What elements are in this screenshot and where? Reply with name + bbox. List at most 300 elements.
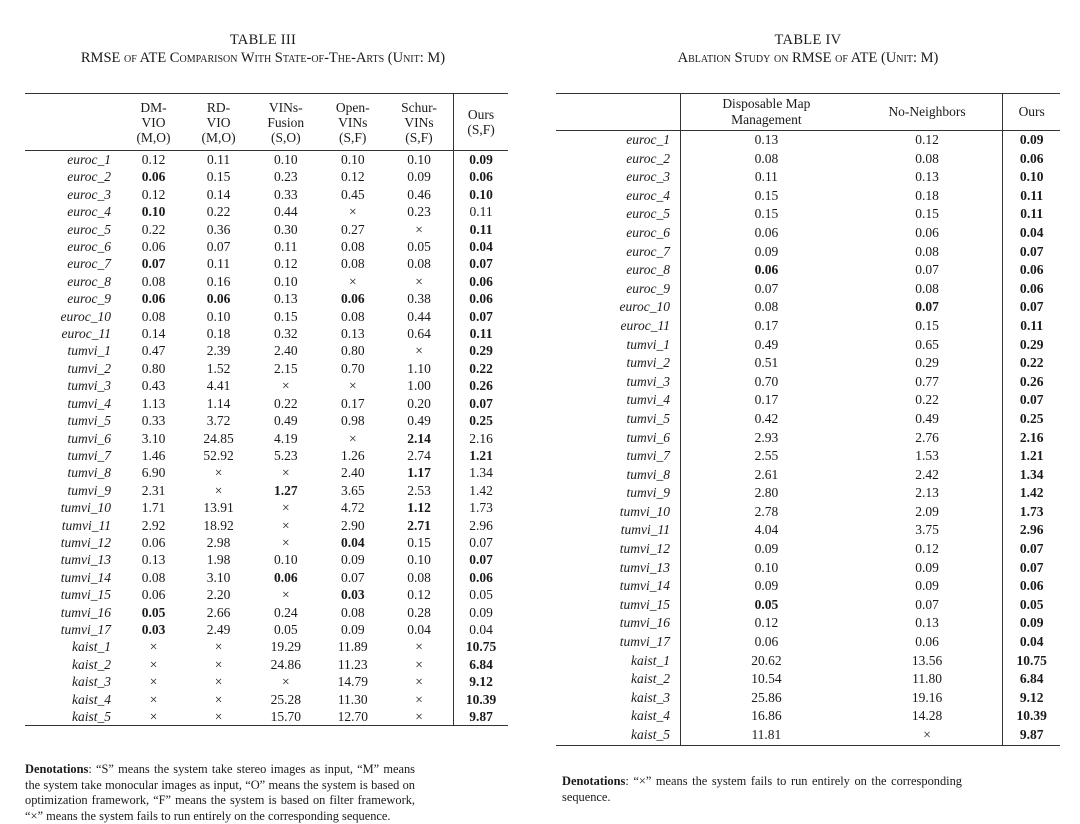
- table-cell: 0.49: [273, 413, 298, 429]
- table-cell: 0.13: [340, 326, 365, 342]
- table-cell: 0.09: [454, 151, 508, 169]
- table-cell: 6.90: [141, 465, 166, 481]
- table-cell: 1.00: [407, 378, 431, 394]
- sequence-name: tumvi_9: [67, 482, 111, 498]
- table-cell: 0.06: [915, 224, 939, 240]
- table-row: [25, 499, 508, 516]
- sequence-name: tumvi_16: [60, 604, 111, 620]
- table-cell: 0.09: [754, 578, 779, 594]
- table-cell: 0.09: [1003, 131, 1060, 150]
- sequence-name: kaist_2: [556, 670, 681, 689]
- table-cell: 2.80: [754, 485, 779, 501]
- table-cell: 1.21: [1003, 447, 1060, 466]
- table-cell: 0.06: [454, 569, 508, 586]
- table-cell: 18.92: [203, 517, 234, 533]
- table-row: [25, 168, 508, 185]
- sequence-name: euroc_6: [556, 224, 681, 243]
- table-cell: 0.51: [754, 355, 779, 371]
- table-cell: 13.91: [203, 500, 234, 516]
- table-cell: ×: [415, 656, 423, 672]
- table-cell: 24.85: [203, 430, 234, 446]
- table-cell: 0.09: [454, 604, 508, 621]
- column-header-line: (S,F): [339, 129, 367, 145]
- denotations-note: [25, 762, 415, 824]
- table-cell: 0.06: [206, 291, 231, 307]
- table-cell: 0.15: [273, 308, 298, 324]
- table-row: [25, 308, 508, 325]
- table-row: [556, 726, 1060, 745]
- column-header-line: VIO: [206, 114, 231, 130]
- table-cell: 2.96: [454, 517, 508, 534]
- note-label: Denotations: [25, 762, 89, 776]
- table-cell: 0.04: [454, 621, 508, 638]
- table-cell: 0.10: [141, 204, 166, 220]
- table-cell: 0.12: [407, 587, 431, 603]
- table-cell: 0.08: [754, 150, 779, 166]
- table-row: [556, 540, 1060, 559]
- table-cell: 0.10: [206, 308, 231, 324]
- table-cell: 0.07: [1003, 243, 1060, 262]
- table-cell: ×: [281, 674, 290, 690]
- sequence-name: tumvi_14: [556, 577, 681, 596]
- table-cell: 20.62: [751, 652, 782, 668]
- table-cell: 2.55: [754, 448, 779, 464]
- table-cell: 2.49: [206, 621, 231, 637]
- table-row: [556, 596, 1060, 615]
- table-cell: 0.09: [407, 169, 431, 185]
- table-cell: 2.92: [141, 517, 166, 533]
- note-text: : “×” means the system fails to run entirely on the corresponding sequence.: [562, 774, 962, 804]
- sequence-name: euroc_10: [60, 308, 111, 324]
- table-cell: 1.42: [1003, 484, 1060, 503]
- sequence-name: tumvi_10: [60, 500, 111, 516]
- table-cell: ×: [214, 482, 223, 498]
- table-cell: 1.53: [915, 448, 939, 464]
- table-cell: 0.09: [1003, 614, 1060, 633]
- table-cell: 0.06: [1003, 280, 1060, 299]
- column-header-line: Open-: [335, 99, 370, 115]
- table-cell: 0.06: [454, 290, 508, 307]
- table-cell: 2.40: [340, 465, 365, 481]
- table-cell: 0.07: [754, 280, 779, 296]
- sequence-name: tumvi_1: [556, 336, 681, 355]
- table-cell: ×: [214, 691, 223, 707]
- table-row: [556, 707, 1060, 726]
- table-cell: ×: [415, 691, 423, 707]
- table-cell: 2.09: [915, 503, 939, 519]
- table-cell: 2.90: [340, 517, 365, 533]
- header-corner: [556, 94, 681, 131]
- table-cell: 1.27: [273, 482, 298, 498]
- table-cell: 10.75: [1003, 652, 1060, 671]
- column-header-line: (S,F): [405, 129, 433, 145]
- table-row: [556, 559, 1060, 578]
- table-cell: 0.07: [141, 256, 166, 272]
- table-cell: 0.10: [1003, 168, 1060, 187]
- sequence-name: tumvi_2: [556, 354, 681, 373]
- table-cell: 2.16: [454, 430, 508, 447]
- table-cell: 0.18: [915, 187, 939, 203]
- table-cell: 0.15: [915, 317, 939, 333]
- table-cell: 0.12: [754, 615, 779, 631]
- table-row: [25, 638, 508, 655]
- table-cell: 0.11: [1003, 187, 1060, 206]
- sequence-name: euroc_11: [61, 326, 111, 342]
- table-cell: 0.07: [1003, 559, 1060, 578]
- table-cell: 3.10: [141, 430, 166, 446]
- table-cell: 0.10: [454, 186, 508, 203]
- table-cell: 0.44: [273, 204, 298, 220]
- table-cell: 0.15: [206, 169, 231, 185]
- table-row: [556, 354, 1060, 373]
- table-cell: 0.06: [141, 291, 166, 307]
- table-cell: 2.31: [141, 482, 166, 498]
- table-row: [25, 273, 508, 290]
- sequence-name: tumvi_12: [60, 534, 111, 550]
- table-title: Ablation Study on RMSE of ATE (Unit: M): [677, 50, 939, 66]
- table-cell: 0.18: [206, 326, 231, 342]
- table-cell: ×: [415, 221, 423, 237]
- sequence-name: tumvi_8: [556, 466, 681, 485]
- table-cell: ×: [281, 465, 290, 481]
- table-cell: 3.65: [340, 482, 365, 498]
- table-cell: 0.17: [340, 395, 365, 411]
- table-cell: ×: [281, 534, 290, 550]
- column-header: [186, 94, 251, 151]
- table-row: [25, 517, 508, 534]
- table-cell: ×: [852, 726, 1003, 745]
- table-cell: 0.07: [454, 255, 508, 272]
- table-cell: 0.05: [407, 239, 431, 255]
- table-row: [25, 238, 508, 255]
- table-row: [556, 131, 1060, 150]
- column-header-line: (M,O): [136, 129, 171, 145]
- table-row: [25, 395, 508, 412]
- table-cell: 19.29: [270, 639, 301, 655]
- sequence-name: tumvi_6: [67, 430, 111, 446]
- sequence-name: euroc_4: [67, 204, 111, 220]
- table-cell: ×: [214, 639, 223, 655]
- sequence-name: tumvi_4: [556, 391, 681, 410]
- table-cell: 24.86: [270, 656, 301, 672]
- sequence-name: tumvi_2: [67, 360, 111, 376]
- table-cell: 2.93: [754, 429, 779, 445]
- table-cell: 0.06: [1003, 150, 1060, 169]
- sequence-name: euroc_1: [67, 152, 111, 167]
- column-header-line: DM-: [140, 99, 167, 115]
- table-cell: 2.16: [1003, 429, 1060, 448]
- column-header: [385, 94, 454, 151]
- table-row: [556, 670, 1060, 689]
- column-header-line: (S,O): [270, 129, 301, 145]
- sequence-name: tumvi_5: [556, 410, 681, 429]
- table-row: [556, 689, 1060, 708]
- table-cell: 5.23: [273, 447, 298, 463]
- table-cell: 0.98: [340, 413, 365, 429]
- table-cell: ×: [149, 691, 158, 707]
- table-cell: 0.04: [454, 238, 508, 255]
- table-cell: 4.41: [206, 378, 231, 394]
- table-cell: 1.42: [454, 482, 508, 499]
- table-cell: 0.08: [340, 604, 365, 620]
- table-cell: ×: [149, 674, 158, 690]
- table-cell: 1.34: [1003, 466, 1060, 485]
- table-cell: 0.24: [273, 604, 298, 620]
- sequence-name: tumvi_13: [60, 552, 111, 568]
- table-cell: 0.23: [273, 169, 298, 185]
- table-cell: ×: [415, 639, 423, 655]
- table-iv: [556, 32, 1060, 804]
- column-header-line: VIO: [141, 114, 166, 130]
- table-cell: 0.05: [454, 586, 508, 603]
- table-row: [25, 708, 508, 726]
- table-row: [556, 484, 1060, 503]
- table-title: RMSE of ATE Comparison With State-of-The-Arts (Unit: M): [80, 50, 446, 66]
- table-row: [25, 447, 508, 464]
- column-header-line: Fusion: [267, 114, 305, 130]
- table-iii: [20, 32, 506, 823]
- sequence-name: euroc_2: [556, 150, 681, 169]
- table-cell: 0.77: [915, 373, 939, 389]
- table-cell: 0.05: [754, 596, 779, 612]
- table-number: TABLE III: [229, 32, 297, 48]
- table-cell: 0.33: [141, 413, 166, 429]
- table-row: [25, 360, 508, 377]
- sequence-name: tumvi_3: [556, 373, 681, 392]
- table-row: [25, 342, 508, 359]
- table-cell: 0.10: [754, 559, 779, 575]
- table-cell: 0.05: [1003, 596, 1060, 615]
- table-row: [25, 325, 508, 342]
- table-cell: 0.08: [141, 569, 166, 585]
- table-cell: 11.81: [681, 726, 852, 745]
- table-cell: 9.87: [454, 708, 508, 726]
- table-row: [25, 691, 508, 708]
- column-header: [251, 94, 321, 151]
- table-row: [25, 534, 508, 551]
- table-cell: ×: [348, 378, 357, 394]
- sequence-name: kaist_4: [72, 691, 111, 707]
- table-row: [25, 255, 508, 272]
- table-body: [25, 151, 508, 726]
- table-row: [25, 412, 508, 429]
- table-cell: ×: [186, 708, 251, 726]
- table-cell: 0.25: [1003, 410, 1060, 429]
- sequence-name: tumvi_16: [556, 614, 681, 633]
- table-row: [25, 186, 508, 203]
- table-cell: 2.66: [206, 604, 231, 620]
- table-cell: 0.08: [340, 239, 365, 255]
- table-cell: 0.32: [273, 326, 298, 342]
- table-cell: 0.04: [340, 534, 365, 550]
- table-row: [556, 577, 1060, 596]
- table-cell: ×: [385, 708, 454, 726]
- table-cell: 2.20: [206, 587, 231, 603]
- table-cell: 0.07: [1003, 391, 1060, 410]
- table-row: [556, 317, 1060, 336]
- table-cell: 2.71: [407, 517, 431, 533]
- table-cell: 1.17: [407, 465, 431, 481]
- column-header: [454, 94, 508, 151]
- table-cell: 0.07: [340, 569, 365, 585]
- table-cell: 1.71: [141, 500, 166, 516]
- table-cell: 0.07: [454, 534, 508, 551]
- table-cell: 52.92: [203, 447, 234, 463]
- table-cell: 11.30: [337, 691, 368, 707]
- table-cell: 0.49: [407, 413, 431, 429]
- sequence-name: tumvi_9: [556, 484, 681, 503]
- header-row: [556, 94, 1060, 131]
- table-cell: 0.06: [141, 587, 166, 603]
- table-row: [556, 243, 1060, 262]
- table-row: [556, 466, 1060, 485]
- note-label: Denotations: [562, 774, 626, 788]
- sequence-name: euroc_8: [67, 273, 111, 289]
- table-cell: 11.89: [337, 639, 368, 655]
- table-cell: 25.86: [751, 689, 782, 705]
- table-row: [25, 151, 508, 169]
- table-cell: 2.14: [407, 430, 431, 446]
- table-cell: 6.84: [1003, 670, 1060, 689]
- table-cell: 0.28: [407, 604, 431, 620]
- sequence-name: kaist_5: [556, 726, 681, 745]
- table-cell: 0.11: [754, 169, 778, 185]
- table-cell: 2.76: [915, 429, 939, 445]
- table-cell: 0.43: [141, 378, 166, 394]
- sequence-name: tumvi_1: [67, 343, 111, 359]
- header-corner: [25, 94, 121, 151]
- table-row: [25, 673, 508, 690]
- column-header-line: Ours: [1018, 104, 1045, 119]
- table-cell: 1.10: [407, 360, 431, 376]
- sequence-name: euroc_5: [67, 221, 111, 237]
- table-cell: 1.21: [454, 447, 508, 464]
- table-row: [25, 290, 508, 307]
- table-cell: 2.74: [407, 447, 431, 463]
- table-cell: 0.70: [754, 373, 779, 389]
- table-cell: 0.06: [754, 262, 779, 278]
- table-cell: 0.09: [915, 578, 939, 594]
- column-header-line: Disposable Map: [722, 96, 811, 111]
- table-cell: 0.11: [1003, 317, 1060, 336]
- table-cell: ×: [214, 674, 223, 690]
- sequence-name: euroc_3: [556, 168, 681, 187]
- sequence-name: euroc_6: [67, 239, 111, 255]
- table-cell: 2.61: [754, 466, 779, 482]
- table-cell: 9.12: [1003, 689, 1060, 708]
- table-cell: 14.28: [911, 708, 943, 724]
- table-cell: 0.03: [340, 587, 365, 603]
- table-cell: 0.26: [454, 377, 508, 394]
- table-cell: 0.23: [407, 204, 431, 220]
- table-row: [25, 203, 508, 220]
- table-row: [556, 447, 1060, 466]
- column-header: [681, 94, 852, 131]
- table-cell: 0.06: [141, 239, 166, 255]
- ablation-table: [556, 93, 1060, 746]
- table-cell: 0.22: [141, 221, 166, 237]
- table-row: [556, 633, 1060, 652]
- table-cell: 0.06: [141, 169, 166, 185]
- table-cell: 2.15: [273, 360, 298, 376]
- table-cell: 15.70: [251, 708, 321, 726]
- table-cell: 0.10: [340, 152, 365, 167]
- table-cell: 0.07: [454, 551, 508, 568]
- table-cell: 2.40: [273, 343, 298, 359]
- sequence-name: euroc_11: [556, 317, 681, 336]
- table-cell: 10.39: [454, 691, 508, 708]
- table-row: [556, 373, 1060, 392]
- column-header: [1003, 94, 1060, 131]
- table-cell: 10.75: [454, 638, 508, 655]
- table-cell: 0.05: [141, 604, 166, 620]
- column-header-line: VINs: [404, 114, 434, 130]
- table-cell: 0.64: [407, 326, 431, 342]
- table-row: [25, 656, 508, 673]
- table-row: [556, 652, 1060, 671]
- table-cell: 11.23: [337, 656, 368, 672]
- column-header-line: No-Neighbors: [888, 104, 966, 119]
- table-cell: 0.06: [454, 168, 508, 185]
- table-cell: 0.13: [915, 615, 939, 631]
- table-cell: 2.42: [915, 466, 939, 482]
- sequence-name: euroc_7: [67, 256, 111, 272]
- table-cell: 2.13: [915, 485, 939, 501]
- table-cell: 1.34: [454, 464, 508, 481]
- table-cell: 0.11: [454, 325, 508, 342]
- table-cell: 0.12: [273, 256, 298, 272]
- table-cell: 0.14: [206, 186, 231, 202]
- table-row: [556, 429, 1060, 448]
- table-row: [25, 377, 508, 394]
- table-cell: 0.06: [754, 224, 779, 240]
- sequence-name: tumvi_17: [60, 621, 111, 637]
- sequence-name: euroc_7: [556, 243, 681, 262]
- table-cell: 0.10: [273, 552, 298, 568]
- table-cell: 0.04: [407, 621, 431, 637]
- table-cell: 0.07: [1003, 298, 1060, 317]
- table-cell: ×: [415, 273, 423, 289]
- sequence-name: euroc_4: [556, 187, 681, 206]
- table-cell: 0.70: [340, 360, 365, 376]
- table-row: [556, 168, 1060, 187]
- table-cell: ×: [214, 656, 223, 672]
- table-row: [556, 205, 1060, 224]
- table-cell: 0.08: [754, 299, 779, 315]
- table-cell: 0.09: [754, 243, 779, 259]
- table-row: [556, 614, 1060, 633]
- table-cell: 0.20: [407, 395, 431, 411]
- table-row: [556, 336, 1060, 355]
- table-row: [25, 586, 508, 603]
- table-number: TABLE IV: [774, 32, 842, 48]
- comparison-table: [25, 93, 508, 726]
- sequence-name: tumvi_14: [60, 569, 111, 585]
- table-cell: 0.15: [407, 534, 431, 550]
- sequence-name: tumvi_4: [67, 395, 111, 411]
- header-row: [25, 94, 508, 151]
- sequence-name: tumvi_8: [67, 465, 111, 481]
- table-row: [25, 604, 508, 621]
- column-header-line: VINs: [338, 114, 368, 130]
- table-cell: 0.09: [340, 552, 365, 568]
- table-cell: 0.30: [273, 221, 298, 237]
- table-cell: 0.06: [340, 291, 365, 307]
- table-cell: 4.19: [273, 430, 298, 446]
- table-row: [556, 280, 1060, 299]
- table-cell: 0.13: [141, 552, 166, 568]
- table-cell: 2.96: [1003, 521, 1060, 540]
